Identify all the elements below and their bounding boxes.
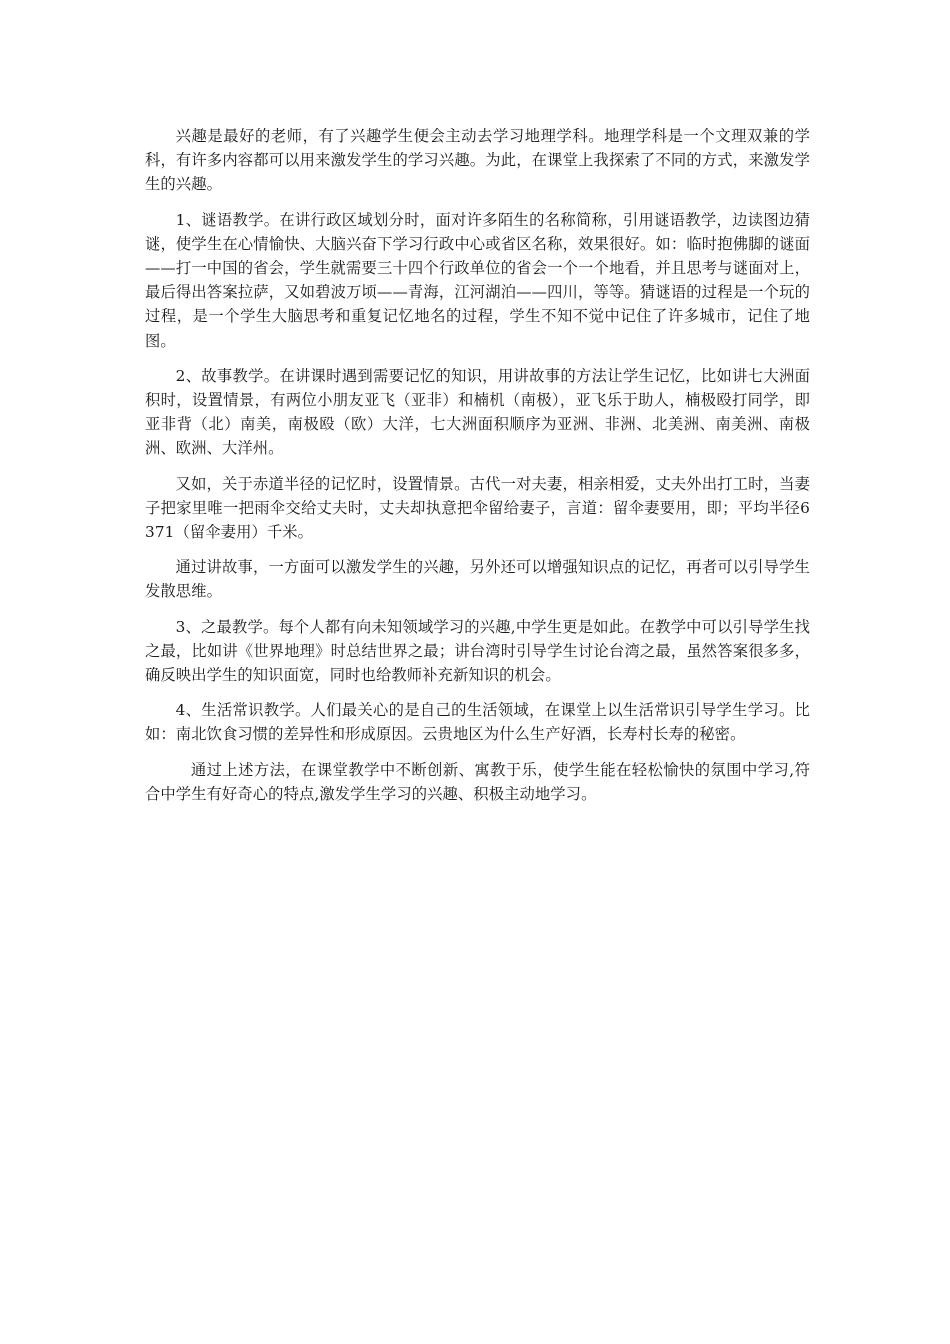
paragraph-equator-radius: 又如，关于赤道半径的记忆时，设置情景。古代一对夫妻，相亲相爱，丈夫外出打工时，当妻子把家里唯一把雨伞交给丈夫时，丈夫却执意把伞留给妻子，言道：留伞妻要用，即；平均半径6371（留伞妻用）千米。 (145, 474, 810, 542)
paragraph-superlative-teaching: 3、之最教学。每个人都有向未知领域学习的兴趣,中学生更是如此。在教学中可以引导学生找之最，比如讲《世界地理》时总结世界之最；讲台湾时引导学生讨论台湾之最，虽然答案很多多，确反映出学生的知识面宽，同时也给教师补充新知识的机会。 (145, 617, 810, 685)
paragraph-life-knowledge-teaching: 4、生活常识教学。人们最关心的是自己的生活领域，在课堂上以生活常识引导学生学习。比如：南北饮食习惯的差异性和形成原因。云贵地区为什么生产好酒，长寿村长寿的秘密。 (145, 701, 810, 744)
document-body (145, 124, 810, 817)
paragraph-story-teaching: 2、故事教学。在讲课时遇到需要记忆的知识，用讲故事的方法让学生记忆，比如讲七大洲面积时，设置情景，有两位小朋友亚飞（亚非）和楠机（南极），亚飞乐于助人，楠极殴打同学，即亚非背（北）南美，南极殴（欧）大洋，七大洲面积顺序为亚洲、非洲、北美洲、南美洲、南极洲、欧洲、大洋州。 (145, 366, 810, 458)
paragraph-riddle-teaching: 1、谜语教学。在讲行政区域划分时，面对许多陌生的名称简称，引用谜语教学，边读图边猜谜，使学生在心情愉快、大脑兴奋下学习行政中心或省区名称，效果很好。如：临时抱佛脚的谜面——打一中国的省会，学生就需要三十四个行政单位的省会一个一个地看，并且思考与谜面对上，最后得出答案拉萨，又如碧波万顷——青海，江河湖泊——四川，等等。猜谜语的过程是一个玩的过程，是一个学生大脑思考和重复记忆地名的过程，学生不知不觉中记住了许多城市，记住了地图。 (145, 210, 810, 350)
paragraph-intro: 兴趣是最好的老师，有了兴趣学生便会主动去学习地理学科。地理学科是一个文理双兼的学科，有许多内容都可以用来激发学生的学习兴趣。为此，在课堂上我探索了不同的方式，来激发学生的兴趣。 (145, 127, 810, 194)
paragraph-conclusion: 通过上述方法，在课堂教学中不断创新、寓教于乐，使学生能在轻松愉快的氛围中学习,符合中学生有好奇心的特点,激发学生学习的兴趣、积极主动地学习。 (145, 760, 810, 803)
paragraph-story-benefits: 通过讲故事，一方面可以激发学生的兴趣，另外还可以增强知识点的记忆，再者可以引导学生发散思维。 (145, 558, 810, 601)
